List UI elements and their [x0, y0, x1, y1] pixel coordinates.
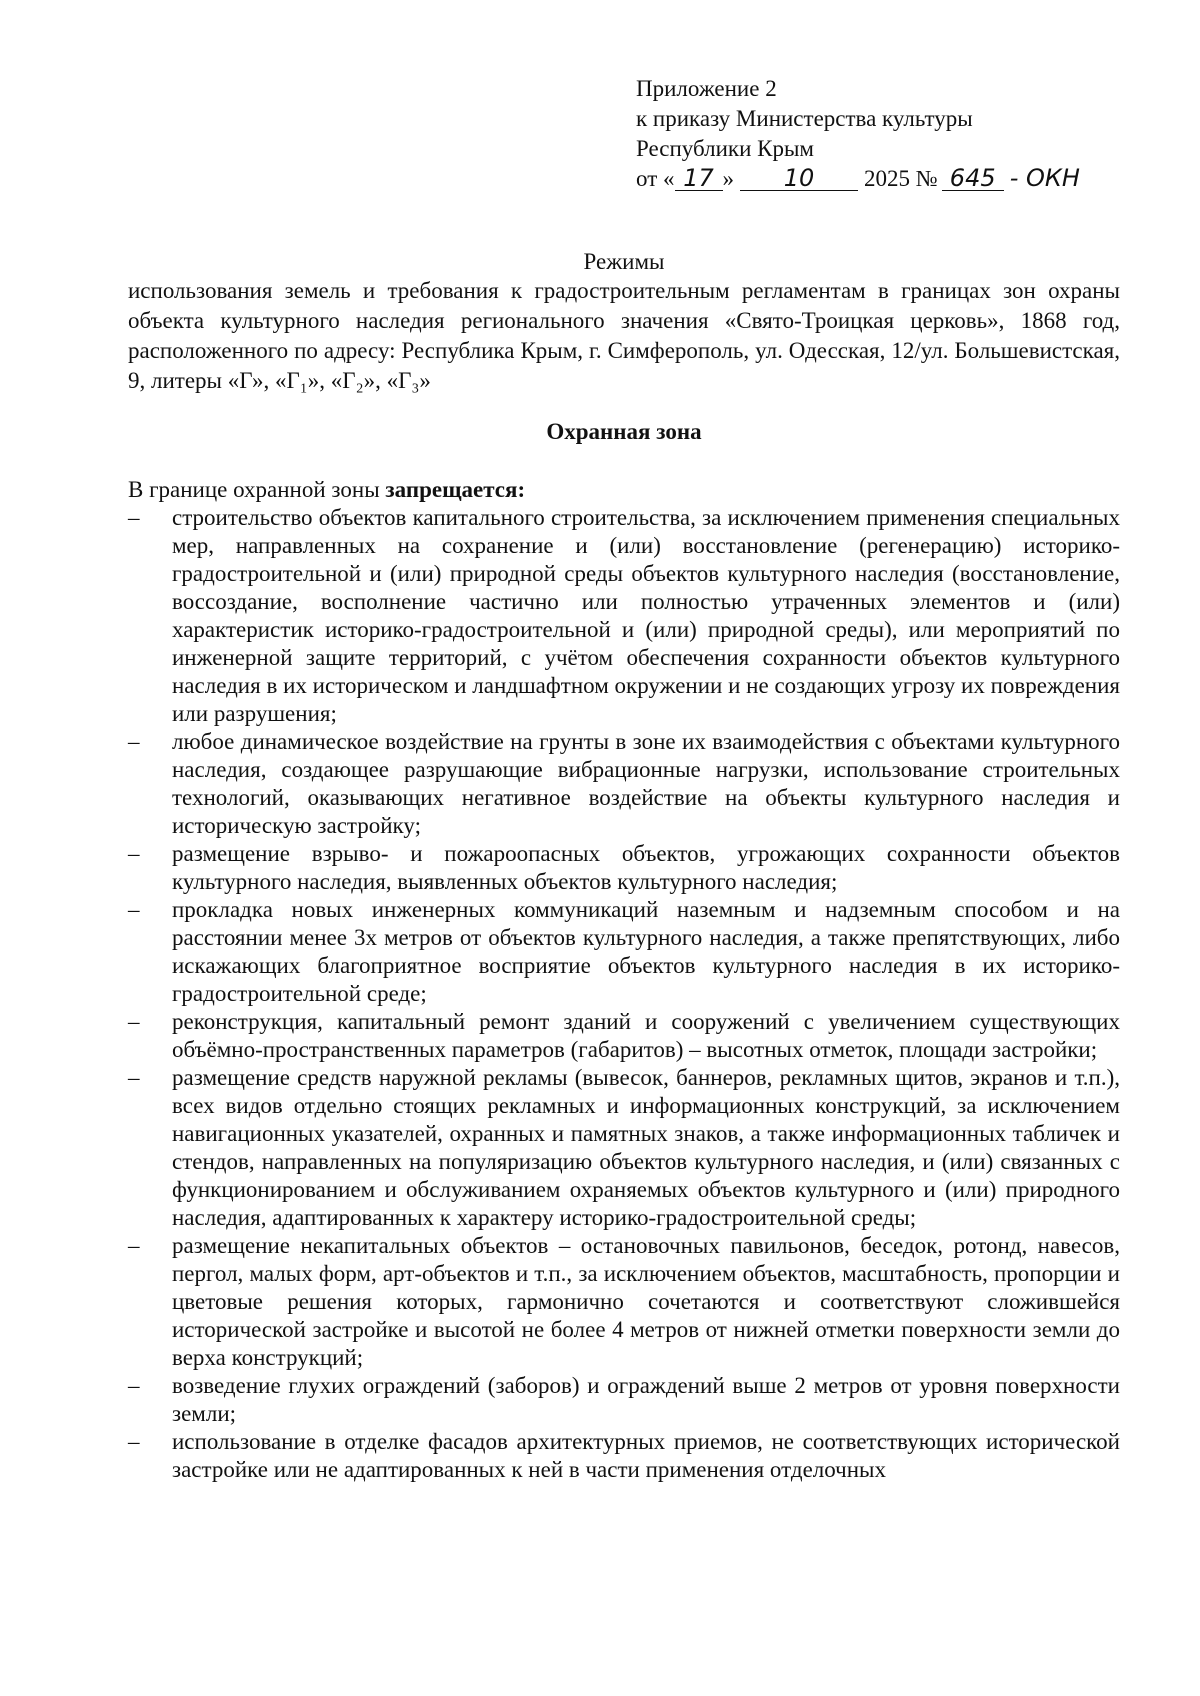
handwritten-month: 10 [740, 166, 858, 191]
bullet-dash: – [128, 897, 140, 922]
list-item [128, 840, 1120, 896]
bullet-dash: – [128, 1233, 140, 1258]
list-item [128, 896, 1120, 1008]
list-item [128, 1428, 1120, 1484]
prohibitions-list [128, 504, 1120, 1484]
list-item-text: строительство объектов капитального строительства, за исключением применения специальных мер, направленных на сохранение и (или) восстановление (регенерацию) историко-градостроительной и (или) природной среды объектов культурного наследия (восстановление, воссоздание, восполнение частично или полностью утраченных элементов и (или) характеристик историко-градостроительной и (или) природной среды), или мероприятий по инженерной защите территорий, с учётом обеспечения сохранности объектов культурного наследия в их историческом и ландшафтном окружении и не создающих угрозу их повреждения или разрушения; [172, 505, 1120, 726]
list-item [128, 1232, 1120, 1372]
list-item-text: размещение средств наружной рекламы (вывесок, баннеров, рекламных щитов, экранов и т.п.), всех видов отдельно стоящих рекламных и информационных конструкций, за исключением навигационных указателей, охранных и памятных знаков, а также информационных табличек и стендов, направленных на популяризацию объектов культурного наследия, и (или) связанных с функционированием и обслуживанием охраняемых объектов культурного и (или) природного наследия, адаптированных к характеру историко-градостроительной среды; [172, 1065, 1120, 1230]
list-item-text: любое динамическое воздействие на грунты в зоне их взаимодействия с объектами культурного наследия, создающее разрушающие вибрационные нагрузки, использование строительных технологий, оказывающих негативное воздействие на объекты культурного наследия и историческую застройку; [172, 729, 1120, 838]
bullet-dash: – [128, 1009, 140, 1034]
bullet-dash: – [128, 505, 140, 530]
appendix-region: Республики Крым [636, 136, 814, 161]
bullet-dash: – [128, 841, 140, 866]
list-item [128, 728, 1120, 840]
appendix-number: Приложение 2 [636, 76, 777, 101]
document-subtitle: использования земель и требования к градостроительным регламентам в границах зон охраны объекта культурного наследия регионального значения «Свято-Троицкая церковь», 1868 год, расположенного по адресу: Республика Крым, г. Симферополь, ул. Одесская, 12/ул. Большевистская, 9, литеры «Г», «Г₁», «Г₂», «Г₃» [128, 278, 1120, 393]
intro-bold-text: запрещается: [385, 477, 526, 502]
section-title: Охранная зона [546, 419, 702, 444]
list-item-text: размещение некапитальных объектов – остановочных павильонов, беседок, ротонд, навесов, пергол, малых форм, арт-объектов и т.п., за исключением объектов, масштабность, пропорции и цветовые решения которых, гармонично сочетаются и соответствуют сложившейся исторической застройке и высотой не более 4 метров от нижней отметки поверхности земли до верха конструкций; [172, 1233, 1120, 1370]
handwritten-order-number: 645 [942, 166, 1004, 191]
list-item [128, 1372, 1120, 1428]
bullet-dash: – [128, 1373, 140, 1398]
handwritten-day: 17 [675, 166, 723, 191]
list-item [128, 1008, 1120, 1064]
list-item-text: реконструкция, капитальный ремонт зданий и сооружений с увеличением существующих объёмно-пространственных параметров (габаритов) – высотных отметок, площади застройки; [172, 1009, 1120, 1062]
appendix-order-ref: к приказу Министерства культуры [636, 106, 973, 131]
intro-text: В границе охранной зоны [128, 477, 386, 502]
year-and-number-label: 2025 № [864, 166, 938, 191]
bullet-dash: – [128, 1429, 140, 1454]
list-item [128, 1064, 1120, 1232]
list-item-text: использование в отделке фасадов архитектурных приемов, не соответствующих исторической застройке или не адаптированных к ней в части применения отделочных [172, 1429, 1120, 1482]
list-item-text: размещение взрыво- и пожароопасных объектов, угрожающих сохранности объектов культурного наследия, выявленных объектов культурного наследия; [172, 841, 1120, 894]
section-intro [128, 476, 1120, 504]
list-item [128, 504, 1120, 728]
handwritten-order-suffix: - ОКН [1009, 164, 1080, 192]
bullet-dash: – [128, 1065, 140, 1090]
date-mid: » [722, 166, 734, 191]
list-item-text: возведение глухих ограждений (заборов) и ограждений выше 2 метров от уровня поверхности земли; [172, 1373, 1120, 1426]
document-title: Режимы [583, 249, 665, 274]
appendix-header [636, 74, 1080, 194]
list-item-text: прокладка новых инженерных коммуникаций наземным и надземным способом и на расстоянии менее 3х метров от объектов культурного наследия, а также препятствующих, либо искажающих благоприятное восприятие объектов культурного наследия в их историко-градостроительной среде; [172, 897, 1120, 1006]
appendix-date-line [636, 164, 1080, 194]
bullet-dash: – [128, 729, 140, 754]
date-prefix: от « [636, 166, 675, 191]
